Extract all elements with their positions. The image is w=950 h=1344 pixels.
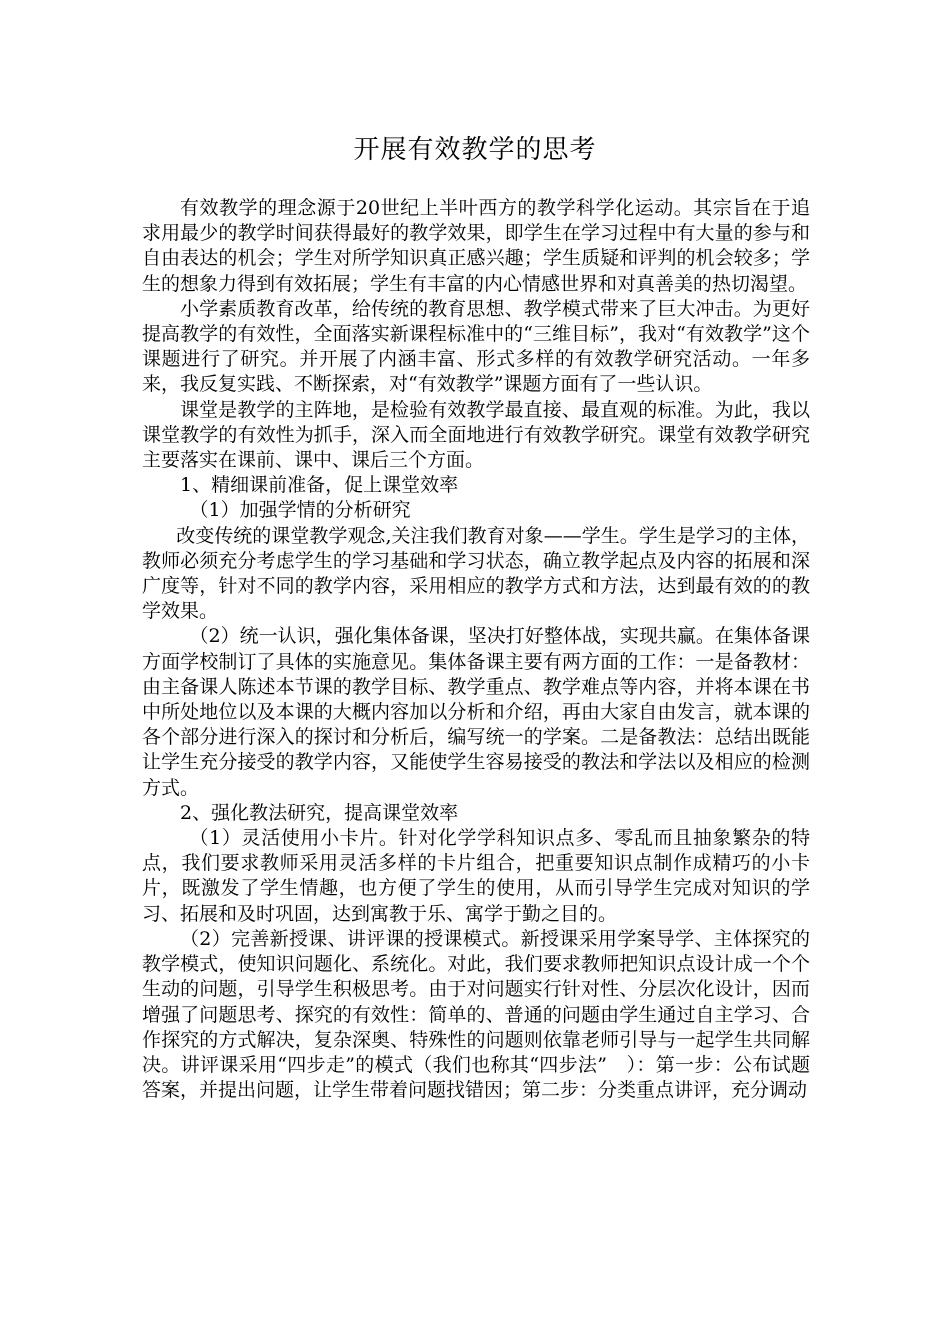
document-title: 开展有效教学的思考 [353,135,597,165]
paragraph-intro: 有效教学的理念源于20世纪上半叶西方的教学科学化运动。其宗旨在于追求用最少的教学时间获得最好的教学效果，即学生在学习过程中有大量的参与和自由表达的机会；学生对所学知识真正感兴趣；学生质疑和评判的机会较多；学生的想象力得到有效拓展；学生有丰富的内心情感世界和对真善美的热切渴望。 [142,197,810,295]
document-body [142,196,810,1103]
paragraph-reform: 小学素质教育改革，给传统的教育思想、教学模式带来了巨大冲击。为更好提高教学的有效性，全面落实新课程标准中的“三维目标”，我对“有效教学”这个课题进行了研究。并开展了内涵丰富、形式多样的有效教学研究活动。一年多来，我反复实践、不断探索，对“有效教学”课题方面有了一些认识。 [142,297,810,396]
paragraph-classroom: 课堂是教学的主阵地，是检验有效教学最直接、最直观的标准。为此，我以课堂教学的有效性为抓手，深入而全面地进行有效教学研究。课堂有效教学研究主要落实在课前、课中、课后三个方面。 [142,398,810,472]
subsection-heading-1-1: （1）加强学情的分析研究 [189,499,411,522]
paragraph-collective-prep: （2）统一认识，强化集体备课，坚决打好整体战，实现共赢。在集体备课方面学校制订了具体的实施意见。集体备课主要有两方面的工作：一是备教材：由主备课人陈述本节课的教学目标、教学重点、教学难点等内容，并将本课在书中所处地位以及本课的大概内容加以分析和介绍，再由大家自由发言，就本课的各个部分进行深入的探讨和分析后，编写统一的学案。二是备教法：总结出既能让学生充分接受的教学内容，又能使学生容易接受的教法和学法以及相应的检测方式。 [142,625,810,799]
section-heading-1: 1、精细课前准备，促上课堂效率 [180,474,459,497]
paragraph-student-focus: 改变传统的课堂教学观念,关注我们教育对象——学生。学生是学习的主体，教师必须充分考虑学生的学习基础和学习状态，确立教学起点及内容的拓展和深广度等，针对不同的教学内容，采用相应的教学方式和方法，达到最有效的的教学效果。 [142,524,810,623]
paragraph-flashcards: （1）灵活使用小卡片。针对化学学科知识点多、零乱而且抽象繁杂的特点，我们要求教师采用灵活多样的卡片组合，把重要知识点制作成精巧的小卡片，既激发了学生情趣，也方便了学生的使用，从而引导学生完成对知识的学习、拓展和及时巩固，达到寓教于乐、寓学于勤之目的。 [142,827,810,925]
section-heading-2: 2、强化教法研究，提高课堂效率 [180,801,459,824]
paragraph-teaching-modes: （2）完善新授课、讲评课的授课模式。新授课采用学案导学、主体探究的教学模式，使知识问题化、系统化。对此，我们要求教师把知识点设计成一个个生动的问题，引导学生积极思考。由于对问题实行针对性、分层次化设计，因而增强了问题思考、探究的有效性：简单的、普通的问题由学生通过自主学习、合作探究的方式解决，复杂深奥、特殊性的问题则依靠老师引导与一起学生共同解决。讲评课采用“四步走”的模式（我们也称其“四步法” ）：第一步：公布试题答案，并提出问题，让学生带着问题找错因；第二步：分类重点讲评，充分调动 [142,927,810,1102]
